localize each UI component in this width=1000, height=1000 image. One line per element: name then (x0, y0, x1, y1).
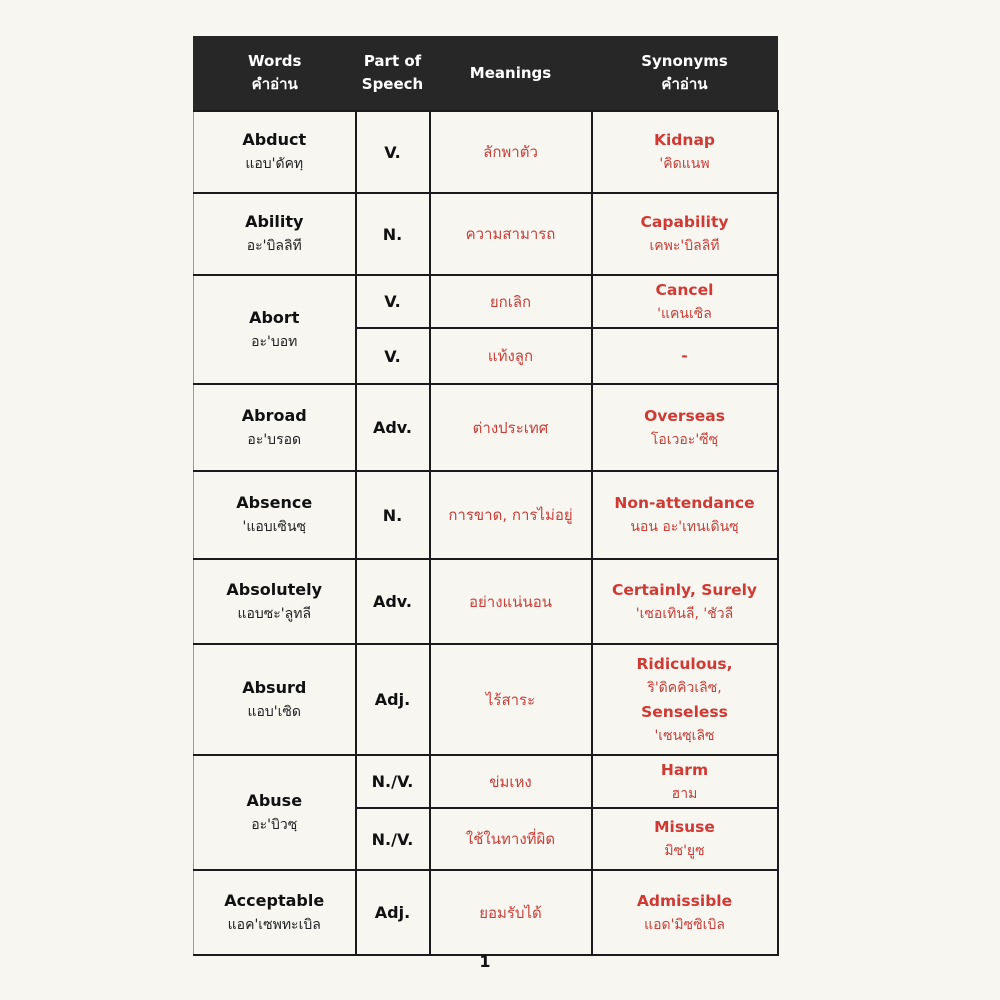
word-reading: แอค'เซพทะเบิล (227, 916, 321, 933)
word-text: Absurd (242, 677, 307, 697)
word-reading: แอบซะ'ลูทลี (237, 605, 312, 622)
pos-header (356, 36, 430, 111)
synonym-cell (592, 275, 778, 328)
pos-cell (356, 193, 430, 275)
word-text: Abroad (241, 405, 307, 425)
meaning-cell (430, 808, 592, 870)
synonym-reading: ริ'ดิคคิวเลิซ, (647, 679, 722, 696)
words-header-reading: คำอ่าน (251, 75, 298, 93)
synonym-reading: 'เซอเทินลี, 'ชัวลี (635, 605, 734, 622)
synonym-reading: ฮาม (671, 785, 698, 802)
meaning-text: อย่างแน่นอน (469, 592, 552, 611)
part-of-speech: Adj. (374, 690, 411, 709)
word-reading: อะ'บิลลิที (246, 238, 302, 254)
words-header-label: Words (248, 52, 302, 70)
meaning-cell (430, 384, 592, 471)
word-text: Absolutely (226, 579, 323, 599)
synonym-reading: แอด'มิซซิเบิล (644, 916, 725, 933)
table-header-row (194, 36, 778, 111)
synonym-reading: 'เซนซฺเลิซ (654, 727, 715, 744)
meaning-cell (430, 275, 592, 328)
meaning-text: ใช้ในทางที่ผิด (465, 830, 556, 848)
meaning-cell (430, 328, 592, 384)
meaning-text: ยกเลิก (489, 292, 532, 311)
synonym-cell (592, 193, 778, 275)
pos-header-line1: Part of (363, 52, 422, 70)
synonym-text: Capability (640, 213, 729, 231)
pos-cell (356, 471, 430, 559)
pos-cell (356, 870, 430, 955)
meaning-text: ลักพาตัว (483, 143, 538, 161)
synonym-reading: 'แคนเซิล (657, 305, 712, 322)
synonym-text: Non-attendance (614, 494, 755, 512)
synonym-text: Misuse (654, 818, 715, 836)
synonym-text: Overseas (644, 406, 725, 425)
meaning-text: ความสามารถ (465, 225, 556, 243)
word-text: Abort (249, 307, 300, 327)
synonym-text: Kidnap (653, 131, 715, 149)
word-cell (194, 870, 356, 955)
pos-cell (356, 275, 430, 328)
word-cell (194, 111, 356, 193)
synonym-cell (592, 559, 778, 644)
word-text: Acceptable (224, 890, 325, 910)
meaning-cell (430, 755, 592, 808)
synonym-reading: 'คิดแนพ (659, 156, 710, 172)
word-reading: แอบ'ดัคทฺ (245, 156, 304, 172)
meaning-cell (430, 471, 592, 559)
word-cell (194, 193, 356, 275)
part-of-speech: N. (382, 505, 403, 525)
synonym-reading: มิซ'ยูซ (664, 843, 705, 859)
part-of-speech: Adv. (372, 592, 413, 611)
synonym-reading: นอน อะ'เทนเดินซฺ (630, 519, 739, 535)
word-reading: แอบ'เซิด (247, 703, 302, 720)
synonym-cell (592, 644, 778, 755)
synonyms-header (592, 36, 778, 111)
part-of-speech: V. (384, 346, 401, 366)
synonyms-header-reading: คำอ่าน (661, 75, 708, 93)
synonym-reading: เคพะ'บิลลิที (649, 238, 720, 254)
table-row (194, 384, 778, 471)
synonym-text: Ridiculous, (636, 654, 733, 673)
word-text: Abduct (242, 130, 307, 149)
page-number: 1 (479, 952, 491, 971)
pos-cell (356, 755, 430, 808)
part-of-speech: Adv. (372, 418, 413, 437)
pos-cell (356, 808, 430, 870)
pos-cell (356, 384, 430, 471)
synonym-cell (592, 111, 778, 193)
table-row (194, 559, 778, 644)
word-reading: อะ'บรอด (247, 431, 302, 448)
meaning-text: ข่มเหง (489, 772, 532, 791)
pos-cell (356, 644, 430, 755)
meaning-text: แท้งลูก (487, 347, 534, 365)
meanings-header-label: Meanings (469, 63, 552, 82)
pos-header-line2: Speech (361, 75, 424, 93)
vocabulary-table (193, 36, 779, 956)
synonym-text: Senseless (641, 702, 728, 721)
table-row (194, 644, 778, 755)
word-reading: อะ'บิวซฺ (251, 816, 298, 833)
word-reading: อะ'บอท (251, 333, 298, 350)
words-header (194, 36, 356, 111)
part-of-speech: V. (384, 292, 401, 311)
meanings-header (430, 36, 592, 111)
meaning-cell (430, 870, 592, 955)
part-of-speech: Adj. (374, 903, 411, 922)
part-of-speech: N. (382, 224, 403, 244)
word-cell (194, 275, 356, 384)
synonym-text: Certainly, Surely (611, 580, 758, 599)
meaning-cell (430, 193, 592, 275)
meaning-text: ยอมรับได้ (479, 903, 542, 922)
synonym-text: - (681, 347, 688, 365)
synonym-cell (592, 870, 778, 955)
synonym-text: Admissible (636, 891, 733, 910)
synonym-cell (592, 471, 778, 559)
word-reading: 'แอบเซินซฺ (242, 519, 307, 535)
word-cell (194, 471, 356, 559)
synonym-cell (592, 808, 778, 870)
word-text: Ability (245, 212, 304, 231)
pos-cell (356, 111, 430, 193)
word-cell (194, 755, 356, 870)
synonym-cell (592, 384, 778, 471)
meaning-text: การขาด, การไม่อยู่ (448, 506, 573, 524)
table-row (194, 755, 778, 808)
meaning-cell (430, 644, 592, 755)
part-of-speech: N./V. (371, 829, 414, 849)
word-text: Abuse (246, 790, 303, 810)
word-text: Absence (236, 493, 313, 512)
table-body (194, 111, 778, 955)
meaning-cell (430, 111, 592, 193)
word-cell (194, 644, 356, 755)
part-of-speech: N./V. (371, 772, 414, 791)
table-row (194, 275, 778, 328)
pos-cell (356, 328, 430, 384)
meaning-text: ไร้สาระ (485, 690, 536, 709)
meaning-text: ต่างประเทศ (472, 418, 549, 437)
synonym-cell (592, 755, 778, 808)
synonym-cell (592, 328, 778, 384)
synonym-reading: โอเวอะ'ซีซฺ (650, 431, 719, 448)
table-row (194, 193, 778, 275)
table-row (194, 471, 778, 559)
meaning-cell (430, 559, 592, 644)
table-row (194, 111, 778, 193)
table-row (194, 870, 778, 955)
pos-cell (356, 559, 430, 644)
part-of-speech: V. (384, 142, 401, 162)
word-cell (194, 559, 356, 644)
word-cell (194, 384, 356, 471)
synonym-text: Harm (660, 760, 709, 779)
synonym-text: Cancel (655, 280, 714, 299)
synonyms-header-label: Synonyms (641, 52, 728, 70)
